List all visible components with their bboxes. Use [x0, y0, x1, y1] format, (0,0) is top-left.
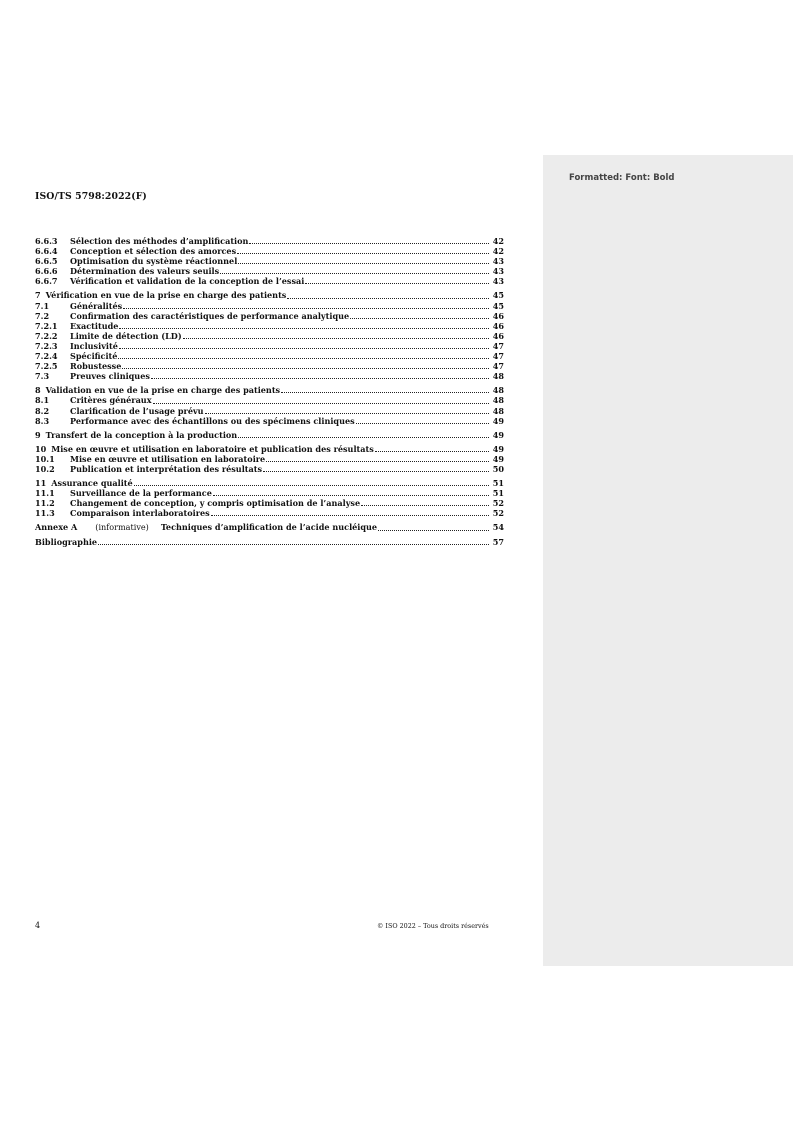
toc-entry[interactable]: [35, 385, 504, 395]
toc-entry[interactable]: [35, 488, 504, 498]
toc-entry-page: 47: [492, 351, 504, 362]
toc-entry-page: 48: [492, 405, 504, 416]
toc-entry[interactable]: [35, 266, 504, 276]
toc-entry-number: 8.2: [35, 405, 50, 416]
toc-dot-leader: [361, 505, 489, 506]
toc-entry-page: 51: [492, 488, 504, 499]
toc-entry[interactable]: [35, 430, 504, 440]
toc-entry[interactable]: [35, 444, 504, 454]
toc-entry-page: 46: [492, 310, 504, 321]
toc-entry-page: 52: [492, 508, 504, 519]
toc-dot-leader: [238, 437, 489, 438]
table-of-contents: [35, 236, 504, 547]
toc-dot-leader: [287, 298, 489, 299]
toc-dot-leader: [119, 328, 489, 329]
toc-dot-leader: [123, 308, 489, 309]
toc-entry-title: Détermination des valeurs seuils: [70, 266, 220, 277]
toc-entry-number: 10: [35, 443, 47, 454]
toc-entry-page: 42: [492, 236, 504, 246]
toc-entry-page: 48: [492, 395, 504, 406]
toc-dot-leader: [375, 451, 489, 452]
toc-entry-title: Généralités: [70, 300, 123, 311]
toc-entry[interactable]: [35, 276, 504, 286]
toc-entry[interactable]: [35, 522, 504, 532]
toc-entry-title: Mise en œuvre et utilisation en laboratoire et publication des résultats: [51, 443, 374, 454]
toc-entry-number: 6.6.5: [35, 256, 58, 267]
toc-entry-number: 7.2.1: [35, 320, 58, 331]
toc-entry-title: Robustesse: [70, 361, 122, 372]
toc-dot-leader: [119, 348, 489, 349]
toc-dot-leader: [118, 358, 489, 359]
toc-dot-leader: [266, 461, 489, 462]
toc-dot-leader: [122, 368, 489, 369]
toc-entry[interactable]: [35, 361, 504, 371]
toc-entry-title: Techniques d’amplification de l’acide nucléique: [160, 522, 378, 533]
page-number: 4: [35, 921, 41, 930]
toc-entry[interactable]: [35, 301, 504, 311]
toc-entry[interactable]: [35, 454, 504, 464]
toc-entry-number: 8.3: [35, 415, 50, 426]
copyright-notice: © ISO 2022 – Tous droits réservés: [377, 922, 489, 930]
toc-entry-title: Changement de conception, y compris optimisation de l’analyse: [70, 498, 361, 509]
toc-dot-leader: [237, 253, 489, 254]
toc-entry-page: 46: [492, 320, 504, 331]
toc-entry[interactable]: [35, 537, 504, 547]
comment-title[interactable]: Formatted: Font: Bold: [569, 173, 675, 183]
toc-entry-page: 49: [492, 443, 504, 454]
toc-dot-leader: [98, 544, 489, 545]
toc-entry-page: 47: [492, 340, 504, 351]
toc-entry-number: 9: [35, 429, 41, 440]
toc-entry-title: Publication et interprétation des résultats: [70, 463, 263, 474]
toc-entry[interactable]: [35, 406, 504, 416]
toc-entry[interactable]: [35, 478, 504, 488]
toc-entry-page: 49: [492, 415, 504, 426]
toc-entry[interactable]: [35, 246, 504, 256]
toc-entry-page: 47: [492, 361, 504, 372]
toc-entry-title: Performance avec des échantillons ou des spécimens cliniques: [70, 415, 355, 426]
toc-entry[interactable]: [35, 508, 504, 518]
toc-entry-title: Optimisation du système réactionnel: [70, 256, 238, 267]
toc-entry[interactable]: [35, 321, 504, 331]
toc-entry-title: Validation en vue de la prise en charge des patients: [45, 385, 281, 396]
toc-entry[interactable]: [35, 351, 504, 361]
toc-dot-leader: [134, 485, 489, 486]
toc-entry-title: Preuves cliniques: [70, 371, 150, 382]
toc-entry-page: 54: [492, 522, 504, 533]
toc-entry[interactable]: [35, 416, 504, 426]
toc-entry-number: 7: [35, 290, 41, 301]
toc-entry-page: 43: [492, 256, 504, 267]
toc-entry-number: 11.3: [35, 508, 55, 519]
toc-entry-title: Assurance qualité: [51, 478, 133, 489]
toc-entry-title: Sélection des méthodes d’amplification: [70, 236, 249, 246]
toc-entry-number: 7.2.5: [35, 361, 58, 372]
toc-entry-number: 6.6.6: [35, 266, 58, 277]
toc-dot-leader: [356, 423, 489, 424]
toc-entry-page: 52: [492, 498, 504, 509]
toc-entry-number: 7.1: [35, 300, 50, 311]
toc-entry-number: 7.3: [35, 371, 50, 382]
toc-dot-leader: [220, 273, 489, 274]
toc-dot-leader: [249, 243, 489, 244]
toc-entry-title: Transfert de la conception à la production: [45, 429, 238, 440]
comment-pane[interactable]: [543, 155, 793, 966]
toc-entry-number: 6.6.7: [35, 276, 58, 287]
toc-entry-number: 11.2: [35, 498, 55, 509]
toc-entry-title: Conception et sélection des amorces: [70, 246, 237, 257]
toc-dot-leader: [151, 378, 489, 379]
toc-entry-title: Bibliographie: [35, 536, 98, 547]
toc-entry[interactable]: [35, 341, 504, 351]
toc-entry-page: 50: [492, 463, 504, 474]
toc-entry-title: Comparaison interlaboratoires: [70, 508, 210, 519]
toc-entry-title: Clarification de l’usage prévu: [70, 405, 204, 416]
toc-entry-number: 7.2.4: [35, 351, 58, 362]
toc-dot-leader: [350, 318, 489, 319]
toc-entry-title: Vérification et validation de la conception de l’essai: [70, 276, 305, 287]
toc-entry-number: 8.1: [35, 395, 50, 406]
toc-entry-title: Critères généraux: [70, 395, 152, 406]
toc-entry-title: Exactitude: [70, 320, 119, 331]
toc-entry-page: 48: [492, 385, 504, 396]
toc-entry[interactable]: [35, 290, 504, 300]
toc-entry[interactable]: [35, 464, 504, 474]
toc-entry-page: 51: [492, 478, 504, 489]
toc-dot-leader: [183, 338, 489, 339]
toc-entry-title: Mise en œuvre et utilisation en laboratoire: [70, 453, 266, 464]
toc-entry[interactable]: [35, 498, 504, 508]
toc-dot-leader: [378, 530, 489, 531]
toc-entry-page: 57: [492, 536, 504, 547]
toc-dot-leader: [211, 515, 489, 516]
toc-dot-leader: [205, 413, 489, 414]
toc-entry-page: 49: [492, 453, 504, 464]
toc-dot-leader: [281, 392, 489, 393]
toc-entry-number: 6.6.3: [35, 236, 58, 246]
toc-entry-title: Inclusivité: [70, 340, 118, 351]
toc-entry-number: 7.2.2: [35, 330, 58, 341]
toc-entry-title: Confirmation des caractéristiques de performance analytique: [70, 310, 350, 321]
toc-dot-leader: [153, 403, 489, 404]
toc-entry-title: Surveillance de la performance: [70, 488, 212, 499]
toc-entry-number: 10.1: [35, 453, 55, 464]
toc-entry-page: 48: [492, 371, 504, 382]
toc-entry-page: 46: [492, 330, 504, 341]
toc-entry[interactable]: [35, 331, 504, 341]
document-id: ISO/TS 5798:2022(F): [35, 191, 147, 202]
toc-entry-number: 7.2: [35, 310, 50, 321]
toc-entry-page: 45: [492, 290, 504, 301]
toc-entry-page: 49: [492, 429, 504, 440]
toc-entry[interactable]: [35, 311, 504, 321]
toc-entry-page: 42: [492, 246, 504, 257]
toc-dot-leader: [213, 495, 489, 496]
toc-dot-leader: [238, 263, 489, 264]
toc-entry-page: 43: [492, 266, 504, 277]
toc-entry[interactable]: [35, 395, 504, 405]
toc-entry-number: 11.1: [35, 488, 55, 499]
toc-dot-leader: [305, 283, 489, 284]
toc-entry-number: Annexe A: [35, 522, 78, 533]
toc-entry-title: Spécificité: [70, 351, 118, 362]
toc-entry-number: 8: [35, 385, 41, 396]
toc-entry[interactable]: [35, 236, 504, 246]
toc-entry[interactable]: [35, 256, 504, 266]
toc-entry-title: Vérification en vue de la prise en charge des patients: [45, 290, 287, 301]
toc-entry[interactable]: [35, 371, 504, 381]
toc-entry-qualifier: (informative): [95, 522, 149, 533]
toc-entry-number: 7.2.3: [35, 340, 58, 351]
toc-entry-number: 6.6.4: [35, 246, 58, 257]
toc-entry-number: 11: [35, 478, 47, 489]
toc-entry-page: 43: [492, 276, 504, 287]
toc-dot-leader: [263, 471, 489, 472]
toc-entry-number: 10.2: [35, 463, 55, 474]
toc-entry-title: Limite de détection (LD): [70, 330, 182, 341]
toc-entry-page: 45: [492, 300, 504, 311]
